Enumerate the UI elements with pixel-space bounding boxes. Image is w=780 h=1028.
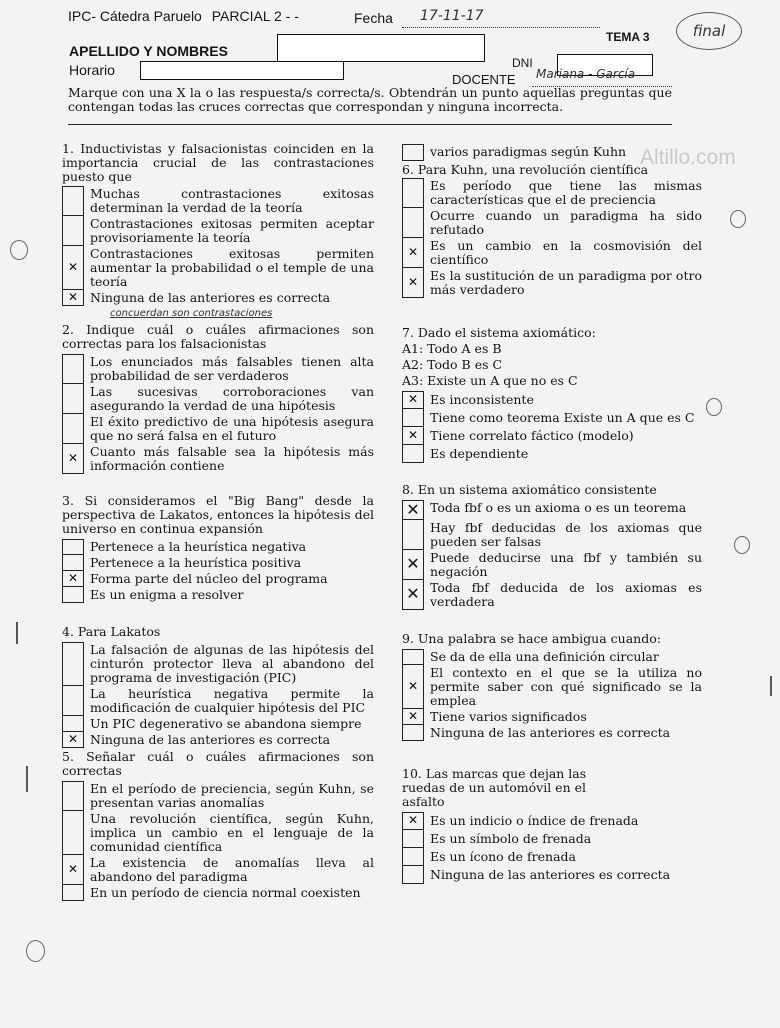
q2-d-checkbox[interactable]: ✕	[62, 444, 84, 474]
q1-option-d[interactable]	[62, 290, 374, 306]
question-10-options	[402, 812, 702, 884]
q9-b-checkbox[interactable]: ✕	[402, 665, 424, 709]
q6-a-text: Es período que tiene las mismas características que el de preciencia	[430, 178, 702, 207]
teacher-value: Mariana - García	[536, 67, 636, 81]
q8-c-checkbox[interactable]: ✕	[402, 550, 424, 580]
q6-c-checkbox[interactable]: ✕	[402, 238, 424, 268]
q6-option-c[interactable]	[402, 238, 702, 268]
q8-option-b[interactable]	[402, 520, 702, 550]
q9-b-text: El contexto en el que se la utiliza no permite saber con qué significado se la emplea	[430, 664, 702, 708]
q6-d-text: Es la sustitución de un paradigma por otro más verdadero	[430, 268, 702, 297]
grade-circle-q5	[26, 940, 45, 962]
q5-continuation-text: varios paradigmas según Kuhn	[430, 144, 627, 159]
name-redaction	[277, 34, 485, 62]
q3-option-a[interactable]	[62, 539, 374, 555]
q10-d-checkbox[interactable]	[402, 866, 424, 884]
q10-c-text: Es un ícono de frenada	[430, 848, 576, 864]
grade-circle-q7	[706, 398, 722, 416]
q8-b-text: Hay fbf deducidas de los axiomas que pueden ser falsas	[430, 519, 702, 549]
question-6-title: 6. Para Kuhn, una revolución científica	[402, 162, 649, 177]
question-8-title: 8. En un sistema axiomático consistente	[402, 482, 657, 497]
q4-a-checkbox[interactable]	[62, 642, 84, 686]
question-1-handwritten-note: concuerdan son contrastaciones	[110, 308, 273, 319]
q8-d-text: Toda fbf deducida de los axiomas es verdadera	[430, 579, 702, 609]
name-label: APELLIDO Y NOMBRES	[69, 43, 228, 59]
q4-d-text: Ninguna de las anteriores es correcta	[90, 732, 331, 748]
watermark: Altillo.com	[640, 146, 736, 169]
q10-option-d[interactable]	[402, 866, 702, 884]
q3-c-text: Forma parte del núcleo del programa	[90, 571, 328, 587]
question-10-title: 10. Las marcas que dejan las ruedas de un automóvil en el asfalto	[402, 765, 587, 809]
question-8	[402, 483, 702, 610]
q3-b-text: Pertenece a la heurística positiva	[90, 555, 302, 571]
q9-option-a[interactable]	[402, 649, 702, 665]
q7-option-d[interactable]	[402, 445, 702, 463]
question-9-options	[402, 649, 702, 741]
q6-c-text: Es un cambio en la cosmovisión del científico	[430, 238, 702, 267]
instructions-rule	[68, 124, 672, 125]
q6-b-text: Ocurre cuando un paradigma ha sido refutado	[430, 208, 702, 237]
q6-option-a[interactable]	[402, 178, 702, 208]
q6-d-checkbox[interactable]: ✕	[402, 268, 424, 298]
q8-option-a[interactable]	[402, 500, 702, 520]
q9-option-d[interactable]	[402, 725, 702, 741]
q5-b-text: Una revolución científica, según Kuhn, implica un cambio en el lenguaje de la comunidad científica	[90, 811, 374, 855]
q7-c-text: Tiene correlato fáctico (modelo)	[430, 428, 634, 443]
grade-circle-q1	[10, 240, 28, 260]
q4-option-b[interactable]	[62, 686, 374, 716]
grade-circle-q8	[734, 536, 750, 554]
q9-option-b[interactable]	[402, 665, 702, 709]
q7-option-c[interactable]	[402, 427, 702, 445]
q8-c-text: Puede deducirse una fbf y también su negación	[430, 549, 702, 579]
question-4-title: 4. Para Lakatos	[62, 624, 161, 640]
q5-a-text: En el período de preciencia, según Kuhn, se presentan varias anomalías	[90, 781, 374, 811]
header-institution-line	[68, 9, 299, 25]
q4-a-text: La falsación de algunas de las hipótesis del cinturón protector lleva al abandono del programa de investigación (PIC)	[90, 642, 374, 686]
q10-option-a[interactable]	[402, 812, 702, 830]
q10-b-checkbox[interactable]	[402, 830, 424, 848]
q5-option-c[interactable]	[62, 855, 374, 885]
question-3-title: 3. Si consideramos el "Big Bang" desde la perspectiva de Lakatos, entonces la hipótesis del universo en continua expansión	[62, 493, 374, 537]
q10-option-b[interactable]	[402, 830, 702, 848]
q7-a-checkbox[interactable]: ✕	[402, 391, 424, 409]
date-label: Fecha	[354, 10, 393, 26]
question-6-options	[402, 178, 702, 298]
q1-c-text: Contrastaciones exitosas permiten aumentar la probabilidad o el temple de una teoría	[90, 246, 374, 289]
q1-a-checkbox[interactable]	[62, 186, 84, 216]
question-4	[62, 625, 374, 748]
question-7	[402, 326, 702, 463]
q2-b-text: Las sucesivas corroboraciones van asegurando la verdad de una hipótesis	[90, 384, 374, 414]
question-5	[62, 750, 374, 901]
question-7-options	[402, 391, 702, 463]
exam-title: PARCIAL 2 - -	[211, 8, 299, 24]
q6-option-d[interactable]	[402, 268, 702, 298]
q8-d-checkbox[interactable]: ✕	[402, 580, 424, 610]
q4-c-checkbox[interactable]	[62, 716, 84, 732]
q10-a-checkbox[interactable]: ✕	[402, 812, 424, 830]
q3-option-d[interactable]	[62, 587, 374, 603]
question-2	[62, 323, 374, 474]
q2-b-checkbox[interactable]	[62, 384, 84, 414]
q2-option-d[interactable]	[62, 444, 374, 474]
q3-d-checkbox[interactable]	[62, 587, 84, 603]
q6-b-checkbox[interactable]	[402, 208, 424, 238]
question-5-options	[62, 781, 374, 901]
q5-a-checkbox[interactable]	[62, 781, 84, 811]
date-underline	[402, 27, 600, 28]
instructions: Marque con una X la o las respuesta/s correcta/s. Obtendrán un punto aquellas preguntas que contengan todas las cruces correctas que correspondan y ninguna incorrecta.	[68, 85, 672, 115]
q8-option-c[interactable]	[402, 550, 702, 580]
q3-d-text: Es un enigma a resolver	[90, 587, 244, 603]
q4-c-text: Un PIC degenerativo se abandona siempre	[90, 716, 362, 732]
q5-c-text: La existencia de anomalías lleva al abandono del paradigma	[90, 855, 374, 885]
q7-a-text: Es inconsistente	[430, 392, 534, 407]
axiom-3: A3: Existe un A que no es C	[402, 373, 578, 388]
q10-option-c[interactable]	[402, 848, 702, 866]
q1-option-b[interactable]	[62, 216, 374, 246]
q2-a-checkbox[interactable]	[62, 354, 84, 384]
q9-a-text: Se da de ella una definición circular	[430, 648, 659, 664]
q9-c-checkbox[interactable]: ✕	[402, 709, 424, 725]
q5-continuation	[402, 144, 702, 161]
dni-label: DNI	[512, 56, 533, 70]
question-8-options	[402, 500, 702, 610]
q9-c-text: Tiene varios significados	[430, 708, 587, 724]
q5-option-a[interactable]	[62, 781, 374, 811]
question-10	[402, 767, 702, 884]
q3-c-checkbox[interactable]: ✕	[62, 571, 84, 587]
question-4-options	[62, 642, 374, 748]
q1-b-text: Contrastaciones exitosas permiten aceptar provisoriamente la teoría	[90, 216, 374, 245]
q5-option-b[interactable]	[62, 811, 374, 855]
q1-c-checkbox[interactable]: ✕	[62, 246, 84, 290]
q4-d-checkbox[interactable]: ✕	[62, 732, 84, 748]
axiom-1: A1: Todo A es B	[402, 341, 502, 356]
question-1	[62, 142, 374, 319]
q4-option-a[interactable]	[62, 642, 374, 686]
grade-circle-q6	[730, 210, 746, 228]
q6-option-b[interactable]	[402, 208, 702, 238]
question-3	[62, 494, 374, 603]
q8-option-d[interactable]	[402, 580, 702, 610]
axiom-2: A2: Todo B es C	[402, 357, 503, 372]
schedule-label: Horario	[69, 62, 115, 78]
q6-a-checkbox[interactable]	[402, 178, 424, 208]
q7-d-checkbox[interactable]	[402, 445, 424, 463]
q3-option-b[interactable]	[62, 555, 374, 571]
q5-b-checkbox[interactable]	[62, 811, 84, 855]
q1-d-checkbox[interactable]: ✕	[62, 290, 84, 306]
q8-a-checkbox[interactable]: ✕	[402, 500, 424, 520]
q2-c-text: El éxito predictivo de una hipótesis asegura que no será falsa en el futuro	[90, 414, 374, 444]
q4-b-checkbox[interactable]	[62, 686, 84, 716]
q10-a-text: Es un indicio o índice de frenada	[430, 812, 639, 828]
question-9-title: 9. Una palabra se hace ambigua cuando:	[402, 630, 661, 646]
q7-option-a[interactable]	[402, 391, 702, 409]
grade-tick-q4	[26, 766, 28, 792]
teacher-label: DOCENTE	[452, 72, 516, 87]
q2-c-checkbox[interactable]	[62, 414, 84, 444]
q3-b-checkbox[interactable]	[62, 555, 84, 571]
right-column	[402, 144, 702, 884]
q9-option-c[interactable]	[402, 709, 702, 725]
question-1-title: 1. Inductivistas y falsacionistas coinciden en la importancia crucial de las contrastaciones puesto que	[62, 141, 374, 184]
q10-c-checkbox[interactable]	[402, 848, 424, 866]
q1-option-c[interactable]	[62, 246, 374, 290]
final-stamp: final	[676, 12, 742, 50]
institution: IPC- Cátedra Paruelo	[68, 8, 202, 24]
q2-option-b[interactable]	[62, 384, 374, 414]
q7-d-text: Es dependiente	[430, 446, 529, 461]
left-column	[62, 142, 374, 901]
q3-option-c[interactable]	[62, 571, 374, 587]
q1-option-a[interactable]	[62, 186, 374, 216]
q2-a-text: Los enunciados más falsables tienen alta probabilidad de ser verdaderos	[90, 354, 374, 384]
q4-option-c[interactable]	[62, 716, 374, 732]
question-6	[402, 163, 702, 298]
q8-a-text: Toda fbf o es un axioma o es un teorema	[430, 500, 687, 515]
q9-d-text: Ninguna de las anteriores es correcta	[430, 724, 671, 740]
q3-a-checkbox[interactable]	[62, 539, 84, 555]
q10-b-text: Es un símbolo de frenada	[430, 830, 592, 846]
date-value: 17-11-17	[420, 8, 484, 24]
q9-a-checkbox[interactable]	[402, 649, 424, 665]
q3-a-text: Pertenece a la heurística negativa	[90, 539, 307, 555]
q5-c-checkbox[interactable]: ✕	[62, 855, 84, 885]
q7-c-checkbox[interactable]: ✕	[402, 427, 424, 445]
q1-d-text: Ninguna de las anteriores es correcta	[90, 290, 331, 305]
q4-b-text: La heurística negativa permite la modificación de cualquier hipótesis del PIC	[90, 686, 374, 716]
q10-d-text: Ninguna de las anteriores es correcta	[430, 866, 671, 882]
q5-option-d[interactable]	[62, 885, 374, 901]
q7-b-checkbox[interactable]	[402, 409, 424, 427]
q5-d-checkbox[interactable]	[62, 885, 84, 901]
q5-d-text: En un período de ciencia normal coexisten	[90, 885, 361, 901]
question-9	[402, 632, 702, 741]
q1-b-checkbox[interactable]	[62, 216, 84, 246]
q7-option-b[interactable]	[402, 409, 702, 427]
q7-b-text: Tiene como teorema Existe un A que es C	[430, 410, 695, 425]
theme-label: TEMA 3	[606, 30, 650, 44]
q5-continuation-box	[402, 144, 424, 161]
schedule-redaction	[140, 61, 344, 80]
question-2-title: 2. Indique cuál o cuáles afirmaciones son correctas para los falsacionistas	[62, 322, 374, 352]
q4-option-d[interactable]	[62, 732, 374, 748]
q2-option-a[interactable]	[62, 354, 374, 384]
q2-option-c[interactable]	[62, 414, 374, 444]
grade-tick-q3	[16, 622, 18, 644]
q8-b-checkbox[interactable]	[402, 520, 424, 550]
question-5-title: 5. Señalar cuál o cuáles afirmaciones son correctas	[62, 749, 374, 779]
question-3-options	[62, 539, 374, 603]
q9-d-checkbox[interactable]	[402, 725, 424, 741]
question-2-options	[62, 354, 374, 474]
q1-a-text: Muchas contrastaciones exitosas determinan la verdad de la teoría	[90, 186, 374, 215]
question-1-options	[62, 186, 374, 306]
q2-d-text: Cuanto más falsable sea la hipótesis más información contiene	[90, 444, 374, 474]
question-7-title: 7. Dado el sistema axiomático:	[402, 325, 596, 340]
grade-tick-q9	[770, 676, 772, 696]
